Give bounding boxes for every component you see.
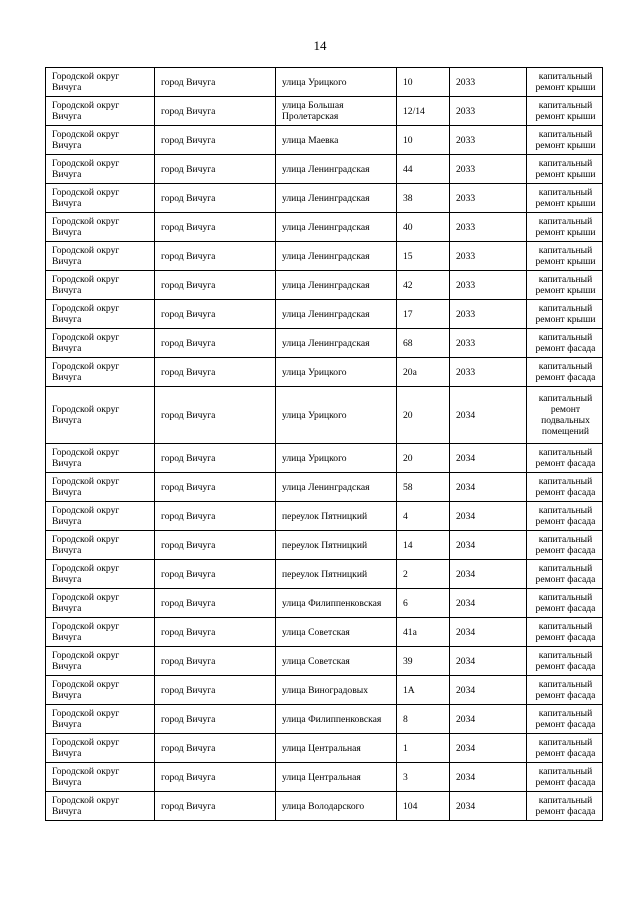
cell-city: город Вичуга: [155, 502, 276, 531]
cell-street: улица Филиппенковская: [276, 589, 397, 618]
cell-district: Городской округ Вичуга: [46, 531, 155, 560]
cell-street: улица Виноградовых: [276, 676, 397, 705]
cell-year: 2034: [450, 734, 527, 763]
cell-year: 2034: [450, 647, 527, 676]
cell-work-type: капитальный ремонт фасада: [527, 792, 603, 821]
cell-district: Городской округ Вичуга: [46, 126, 155, 155]
cell-house-number: 58: [397, 473, 450, 502]
cell-city: город Вичуга: [155, 155, 276, 184]
cell-city: город Вичуга: [155, 213, 276, 242]
cell-year: 2034: [450, 473, 527, 502]
cell-house-number: 14: [397, 531, 450, 560]
table-row: [46, 763, 603, 792]
cell-street: улица Ленинградская: [276, 242, 397, 271]
table-row: [46, 184, 603, 213]
cell-year: 2034: [450, 560, 527, 589]
table-row: [46, 502, 603, 531]
cell-city: город Вичуга: [155, 647, 276, 676]
table-row: [46, 213, 603, 242]
cell-year: 2033: [450, 184, 527, 213]
cell-street: улица Большая Пролетарская: [276, 97, 397, 126]
cell-district: Городской округ Вичуга: [46, 329, 155, 358]
cell-work-type: капитальный ремонт крыши: [527, 68, 603, 97]
table-row: [46, 531, 603, 560]
table-row: [46, 242, 603, 271]
cell-city: город Вичуга: [155, 358, 276, 387]
cell-city: город Вичуга: [155, 68, 276, 97]
cell-district: Городской округ Вичуга: [46, 705, 155, 734]
cell-street: улица Ленинградская: [276, 271, 397, 300]
table-body: [46, 68, 603, 821]
cell-city: город Вичуга: [155, 676, 276, 705]
cell-year: 2034: [450, 531, 527, 560]
cell-district: Городской округ Вичуга: [46, 213, 155, 242]
cell-work-type: капитальный ремонт крыши: [527, 271, 603, 300]
cell-house-number: 20а: [397, 358, 450, 387]
cell-city: город Вичуга: [155, 184, 276, 213]
cell-house-number: 15: [397, 242, 450, 271]
cell-work-type: капитальный ремонт фасада: [527, 589, 603, 618]
cell-city: город Вичуга: [155, 531, 276, 560]
table-row: [46, 155, 603, 184]
cell-district: Городской округ Вичуга: [46, 647, 155, 676]
cell-city: город Вичуга: [155, 387, 276, 444]
cell-year: 2034: [450, 387, 527, 444]
cell-work-type: капитальный ремонт фасада: [527, 647, 603, 676]
cell-year: 2034: [450, 792, 527, 821]
cell-street: переулок Пятницкий: [276, 502, 397, 531]
cell-work-type: капитальный ремонт фасада: [527, 676, 603, 705]
cell-house-number: 20: [397, 444, 450, 473]
cell-year: 2033: [450, 300, 527, 329]
cell-district: Городской округ Вичуга: [46, 560, 155, 589]
cell-work-type: капитальный ремонт крыши: [527, 242, 603, 271]
table-row: [46, 473, 603, 502]
cell-house-number: 20: [397, 387, 450, 444]
cell-street: улица Урицкого: [276, 387, 397, 444]
cell-year: 2033: [450, 271, 527, 300]
cell-house-number: 4: [397, 502, 450, 531]
cell-year: 2034: [450, 589, 527, 618]
cell-house-number: 1: [397, 734, 450, 763]
cell-house-number: 1А: [397, 676, 450, 705]
table-row: [46, 387, 603, 444]
cell-district: Городской округ Вичуга: [46, 792, 155, 821]
cell-work-type: капитальный ремонт крыши: [527, 300, 603, 329]
table-row: [46, 734, 603, 763]
table-row: [46, 647, 603, 676]
cell-district: Городской округ Вичуга: [46, 155, 155, 184]
cell-work-type: капитальный ремонт фасада: [527, 329, 603, 358]
cell-street: улица Ленинградская: [276, 155, 397, 184]
table-row: [46, 126, 603, 155]
cell-street: переулок Пятницкий: [276, 531, 397, 560]
table-row: [46, 705, 603, 734]
table-row: [46, 68, 603, 97]
cell-house-number: 8: [397, 705, 450, 734]
cell-year: 2033: [450, 68, 527, 97]
table-row: [46, 560, 603, 589]
cell-year: 2033: [450, 358, 527, 387]
cell-work-type: капитальный ремонт фасада: [527, 473, 603, 502]
cell-work-type: капитальный ремонт фасада: [527, 358, 603, 387]
cell-city: город Вичуга: [155, 705, 276, 734]
cell-district: Городской округ Вичуга: [46, 68, 155, 97]
cell-house-number: 10: [397, 68, 450, 97]
cell-year: 2033: [450, 155, 527, 184]
cell-city: город Вичуга: [155, 300, 276, 329]
cell-work-type: капитальный ремонт подвальных помещений: [527, 387, 603, 444]
table-row: [46, 271, 603, 300]
cell-street: улица Володарского: [276, 792, 397, 821]
cell-street: улица Ленинградская: [276, 329, 397, 358]
cell-year: 2034: [450, 705, 527, 734]
repair-schedule-table: [45, 67, 603, 821]
cell-work-type: капитальный ремонт фасада: [527, 531, 603, 560]
cell-district: Городской округ Вичуга: [46, 358, 155, 387]
cell-house-number: 3: [397, 763, 450, 792]
cell-work-type: капитальный ремонт крыши: [527, 126, 603, 155]
cell-city: город Вичуга: [155, 473, 276, 502]
cell-city: город Вичуга: [155, 560, 276, 589]
cell-street: улица Ленинградская: [276, 184, 397, 213]
cell-year: 2033: [450, 242, 527, 271]
cell-district: Городской округ Вичуга: [46, 763, 155, 792]
cell-city: город Вичуга: [155, 444, 276, 473]
cell-street: улица Ленинградская: [276, 213, 397, 242]
cell-district: Городской округ Вичуга: [46, 444, 155, 473]
cell-year: 2034: [450, 444, 527, 473]
cell-year: 2034: [450, 763, 527, 792]
page-number: 14: [313, 38, 327, 53]
cell-year: 2033: [450, 213, 527, 242]
cell-city: город Вичуга: [155, 126, 276, 155]
cell-year: 2033: [450, 126, 527, 155]
cell-city: город Вичуга: [155, 242, 276, 271]
cell-district: Городской округ Вичуга: [46, 473, 155, 502]
cell-street: улица Маевка: [276, 126, 397, 155]
cell-year: 2033: [450, 329, 527, 358]
cell-district: Городской округ Вичуга: [46, 242, 155, 271]
cell-year: 2034: [450, 618, 527, 647]
cell-year: 2033: [450, 97, 527, 126]
cell-work-type: капитальный ремонт фасада: [527, 734, 603, 763]
cell-street: улица Советская: [276, 647, 397, 676]
cell-house-number: 39: [397, 647, 450, 676]
cell-work-type: капитальный ремонт фасада: [527, 560, 603, 589]
cell-work-type: капитальный ремонт фасада: [527, 444, 603, 473]
cell-work-type: капитальный ремонт фасада: [527, 763, 603, 792]
table-row: [46, 792, 603, 821]
cell-house-number: 2: [397, 560, 450, 589]
cell-city: город Вичуга: [155, 792, 276, 821]
cell-district: Городской округ Вичуга: [46, 502, 155, 531]
cell-district: Городской округ Вичуга: [46, 300, 155, 329]
table-row: [46, 97, 603, 126]
cell-house-number: 41а: [397, 618, 450, 647]
table-row: [46, 676, 603, 705]
cell-work-type: капитальный ремонт фасада: [527, 618, 603, 647]
cell-city: город Вичуга: [155, 271, 276, 300]
cell-house-number: 104: [397, 792, 450, 821]
cell-city: город Вичуга: [155, 589, 276, 618]
cell-house-number: 68: [397, 329, 450, 358]
cell-street: улица Ленинградская: [276, 300, 397, 329]
cell-house-number: 17: [397, 300, 450, 329]
cell-street: улица Центральная: [276, 763, 397, 792]
cell-city: город Вичуга: [155, 734, 276, 763]
cell-district: Городской округ Вичуга: [46, 618, 155, 647]
cell-district: Городской округ Вичуга: [46, 387, 155, 444]
cell-district: Городской округ Вичуга: [46, 676, 155, 705]
table-row: [46, 329, 603, 358]
cell-house-number: 42: [397, 271, 450, 300]
table-row: [46, 444, 603, 473]
cell-district: Городской округ Вичуга: [46, 734, 155, 763]
cell-house-number: 38: [397, 184, 450, 213]
cell-house-number: 6: [397, 589, 450, 618]
cell-street: улица Советская: [276, 618, 397, 647]
cell-district: Городской округ Вичуга: [46, 97, 155, 126]
cell-year: 2034: [450, 676, 527, 705]
cell-work-type: капитальный ремонт фасада: [527, 502, 603, 531]
cell-house-number: 44: [397, 155, 450, 184]
cell-street: улица Ленинградская: [276, 473, 397, 502]
cell-street: улица Филиппенковская: [276, 705, 397, 734]
cell-district: Городской округ Вичуга: [46, 589, 155, 618]
table-row: [46, 300, 603, 329]
cell-street: улица Центральная: [276, 734, 397, 763]
cell-street: переулок Пятницкий: [276, 560, 397, 589]
cell-city: город Вичуга: [155, 97, 276, 126]
table-row: [46, 358, 603, 387]
cell-house-number: 40: [397, 213, 450, 242]
cell-street: улица Урицкого: [276, 358, 397, 387]
cell-year: 2034: [450, 502, 527, 531]
cell-street: улица Урицкого: [276, 444, 397, 473]
cell-work-type: капитальный ремонт крыши: [527, 155, 603, 184]
cell-house-number: 12/14: [397, 97, 450, 126]
cell-house-number: 10: [397, 126, 450, 155]
cell-work-type: капитальный ремонт крыши: [527, 213, 603, 242]
cell-city: город Вичуга: [155, 329, 276, 358]
cell-district: Городской округ Вичуга: [46, 271, 155, 300]
cell-work-type: капитальный ремонт крыши: [527, 97, 603, 126]
cell-work-type: капитальный ремонт фасада: [527, 705, 603, 734]
cell-street: улица Урицкого: [276, 68, 397, 97]
cell-city: город Вичуга: [155, 618, 276, 647]
table-row: [46, 618, 603, 647]
cell-district: Городской округ Вичуга: [46, 184, 155, 213]
table-row: [46, 589, 603, 618]
cell-city: город Вичуга: [155, 763, 276, 792]
cell-work-type: капитальный ремонт крыши: [527, 184, 603, 213]
